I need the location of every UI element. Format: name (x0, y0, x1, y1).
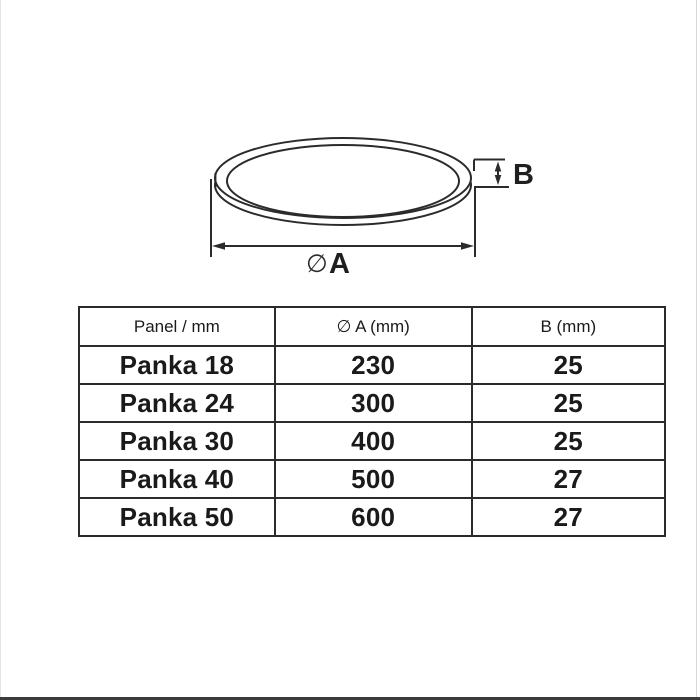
panel-name-cell: Panka 30 (79, 422, 275, 460)
header-panel: Panel / mm (79, 307, 275, 346)
header-height-b: B (mm) (472, 307, 665, 346)
diameter-letter-label: A (329, 248, 350, 280)
panel-dimension-diagram (0, 0, 700, 300)
diameter-value-cell: 400 (275, 422, 472, 460)
height-value-cell: 25 (472, 346, 665, 384)
panel-name-cell: Panka 18 (79, 346, 275, 384)
table-row (79, 498, 665, 536)
panel-name-cell: Panka 40 (79, 460, 275, 498)
table-row (79, 346, 665, 384)
diameter-symbol-label: ∅ (306, 250, 328, 278)
height-arrowhead-up (495, 162, 502, 172)
diameter-value-cell: 600 (275, 498, 472, 536)
spec-table (78, 306, 666, 537)
diameter-value-cell: 300 (275, 384, 472, 422)
table-row (79, 422, 665, 460)
height-value-cell: 25 (472, 384, 665, 422)
diameter-arrowhead-left (212, 242, 225, 250)
height-value-cell: 27 (472, 460, 665, 498)
diameter-arrowhead-right (461, 242, 474, 250)
panel-name-cell: Panka 24 (79, 384, 275, 422)
panel-outer-ellipse (215, 138, 471, 218)
diameter-value-cell: 500 (275, 460, 472, 498)
table-row (79, 384, 665, 422)
height-letter-label: B (513, 159, 534, 191)
height-value-cell: 25 (472, 422, 665, 460)
height-value-cell: 27 (472, 498, 665, 536)
diameter-value-cell: 230 (275, 346, 472, 384)
spec-table-header-row (79, 307, 665, 346)
height-arrowhead-down (495, 175, 502, 185)
header-diameter-a: ∅ A (mm) (275, 307, 472, 346)
table-row (79, 460, 665, 498)
panel-name-cell: Panka 50 (79, 498, 275, 536)
